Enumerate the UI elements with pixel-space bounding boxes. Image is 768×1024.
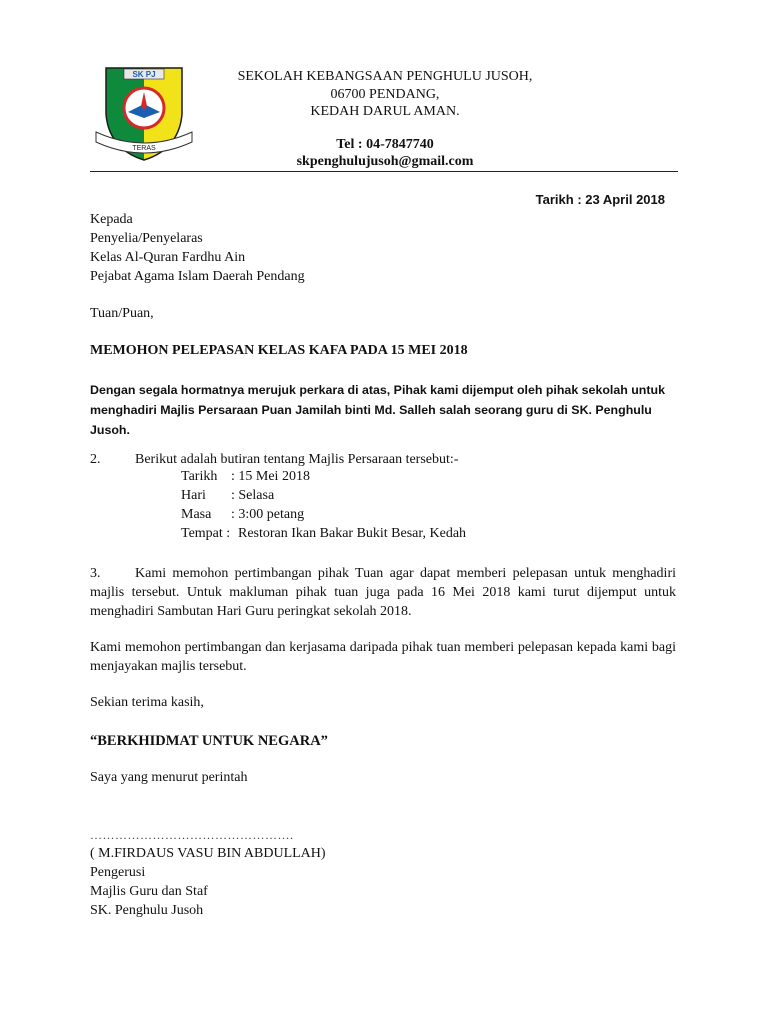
recipient-to: Kepada bbox=[90, 212, 133, 227]
crest-ribbon-text: TERAS bbox=[132, 145, 156, 152]
school-telephone: Tel : 04-7847740 bbox=[336, 137, 434, 152]
school-name: SEKOLAH KEBANGSAAN PENGHULU JUSOH, bbox=[237, 69, 533, 84]
detail-value-hari: : Selasa bbox=[231, 488, 275, 503]
detail-value-masa: : 3:00 petang bbox=[231, 507, 305, 522]
recipient-line: Penyelia/Penyelaras bbox=[90, 231, 203, 246]
detail-label-hari: Hari bbox=[181, 488, 206, 503]
signature-dots: …………………………………………. bbox=[90, 828, 294, 842]
item-2-number: 2. bbox=[90, 452, 101, 467]
detail-label-tempat: Tempat : bbox=[181, 526, 231, 541]
signatory-title: Pengerusi bbox=[90, 865, 146, 880]
letterhead-divider bbox=[90, 171, 678, 172]
school-email: skpenghulujusoh@gmail.com bbox=[296, 154, 474, 169]
signatory-name: ( M.FIRDAUS VASU BIN ABDULLAH) bbox=[90, 846, 326, 861]
closing-yours: Saya yang menurut perintah bbox=[90, 770, 248, 785]
letter-date: Tarikh : 23 April 2018 bbox=[535, 192, 665, 207]
thanks-line: Sekian terima kasih, bbox=[90, 695, 204, 710]
school-crest-logo bbox=[94, 62, 194, 172]
motto: “BERKHIDMAT UNTUK NEGARA” bbox=[90, 733, 328, 749]
item-3-number: 3. bbox=[90, 566, 101, 581]
detail-value-tempat: Restoran Ikan Bakar Bukit Besar, Kedah bbox=[238, 526, 467, 541]
closing-paragraph: Kami memohon pertimbangan dan kerjasama daripada pihak tuan memberi pelepasan kepada kami bagi menjayakan majlis tersebut. bbox=[90, 640, 676, 674]
item-3-text: Kami memohon pertimbangan pihak Tuan agar dapat memberi pelepasan untuk menghadiri majlis tersebut. Untuk makluman pihak tuan juga pada 16 Mei 2018 kami turut dijemput untuk menghadiri Sambutan Hari Guru peringkat sekolah 2018. bbox=[90, 566, 676, 619]
item-3-paragraph bbox=[90, 564, 676, 621]
detail-label-masa: Masa bbox=[181, 507, 212, 522]
detail-value-tarikh: : 15 Mei 2018 bbox=[231, 469, 310, 484]
salutation: Tuan/Puan, bbox=[90, 306, 154, 321]
intro-paragraph: Dengan segala hormatnya merujuk perkara di atas, Pihak kami dijemput oleh pihak sekolah untuk menghadiri Majlis Persaraan Puan Jamilah binti Md. Salleh salah seorang guru di SK. Penghulu Jusoh. bbox=[90, 383, 665, 437]
signatory-title: SK. Penghulu Jusoh bbox=[90, 903, 204, 918]
school-state: KEDAH DARUL AMAN. bbox=[310, 104, 460, 119]
recipient-line: Kelas Al-Quran Fardhu Ain bbox=[90, 250, 246, 265]
item-2-text: Berikut adalah butiran tentang Majlis Persaraan tersebut:- bbox=[135, 452, 459, 467]
school-postcode-town: 06700 PENDANG, bbox=[330, 87, 440, 102]
detail-label-tarikh: Tarikh bbox=[181, 469, 218, 484]
letter-subject: MEMOHON PELEPASAN KELAS KAFA PADA 15 MEI 2018 bbox=[90, 343, 468, 358]
recipient-line: Pejabat Agama Islam Daerah Pendang bbox=[90, 269, 305, 284]
crest-top-text: SK PJ bbox=[132, 70, 156, 79]
signatory-title: Majlis Guru dan Staf bbox=[90, 884, 208, 899]
